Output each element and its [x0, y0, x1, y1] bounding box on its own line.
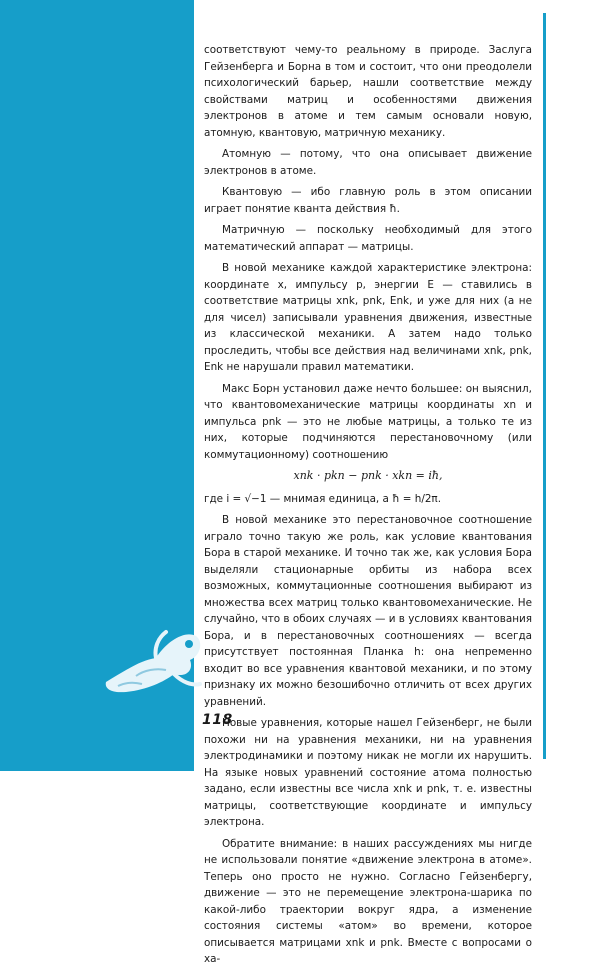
- paragraph: В новой механике каждой характеристике электрона: координате x, импульсу p, энергии E — ставились в соответствие матрицы xnk, pnk, Enk, и уже для них (а не для чисел) записывали уравнения движения, известные из классической механики. А затем надо только проследить, чтобы все действия над величинами xnk, pnk, Enk не нарушали правил математики.: [204, 262, 532, 373]
- paragraph: Новые уравнения, которые нашел Гейзенберг, не были похожи ни на уравнения механики, ни на уравнения электродинамики и поэтому никак не могли их нарушить. На языке новых уравнений состояние атома полностью задано, если известны все числа xnk и pnk, т. е. известны матрицы, соответствующие координате и импульсу электрона.: [204, 717, 532, 828]
- paragraph: Обратите внимание: в наших рассуждениях мы нигде не использовали понятие «движение электрона в атоме». Теперь оно просто не нужно. Согласно Гейзенбергу, движение — это не перемещение электрона-шарика по какой-либо траектории вокруг ядра, а изменение состояния системы «атом» во времени, которое описывается матрицами xnk и pnk. Вместе с вопросами о ха-: [204, 837, 532, 965]
- paragraph: Матричную — поскольку необходимый для этого математический аппарат — матрицы.: [204, 224, 532, 253]
- page-edge-rule: [543, 13, 546, 759]
- body-text: [204, 42, 532, 973]
- commutation-formula: xnk · pkn − pnk · xkn = iħ,: [293, 469, 443, 482]
- paragraph: Макс Борн установил даже нечто большее: он выяснил, что квантовомеханические матрицы координаты xn и импульса pnk — это не любые матрицы, а только те из них, которые подчиняются перестановочному (или коммутационному) соотношению: [204, 382, 532, 461]
- paragraph: Квантовую — ибо главную роль в этом описании играет понятие кванта действия ħ.: [204, 186, 532, 215]
- paragraph: соответствуют чему-то реальному в природе. Заслуга Гейзенберга и Борна в том и состоит, что они преодолели психологический барьер, нашли соответствие между свойствами матриц и особенностями движения электронов в атоме и тем самым основали новую, атомную, квантовую, матричную механику.: [204, 44, 532, 139]
- page-number: 118: [202, 712, 233, 728]
- paragraph: В новой механике это перестановочное соотношение играло точно такую же роль, как условие квантования Бора в старой механике. И точно так же, как условия Бора выделяли стационарные орбиты из набора всех возможных, коммутационные соотношения выбирают из множества всех матриц только квантовомеханические. Не случайно, что в обоих случаях — и в условиях квантования Бора, и в перестановочных соотношениях — всегда присутствует постоянная Планка h: она непременно входит во все уравнения квантовой механики, и по этому признаку их можно безошибочно отличить от всех других уравнений.: [204, 514, 532, 708]
- microscopic-creature-illustration: [96, 612, 206, 697]
- paragraph: Атомную — потому, что она описывает движение электронов в атоме.: [204, 148, 532, 177]
- paragraph: где i = √−1 — мнимая единица, а ħ = h/2π.: [204, 492, 441, 505]
